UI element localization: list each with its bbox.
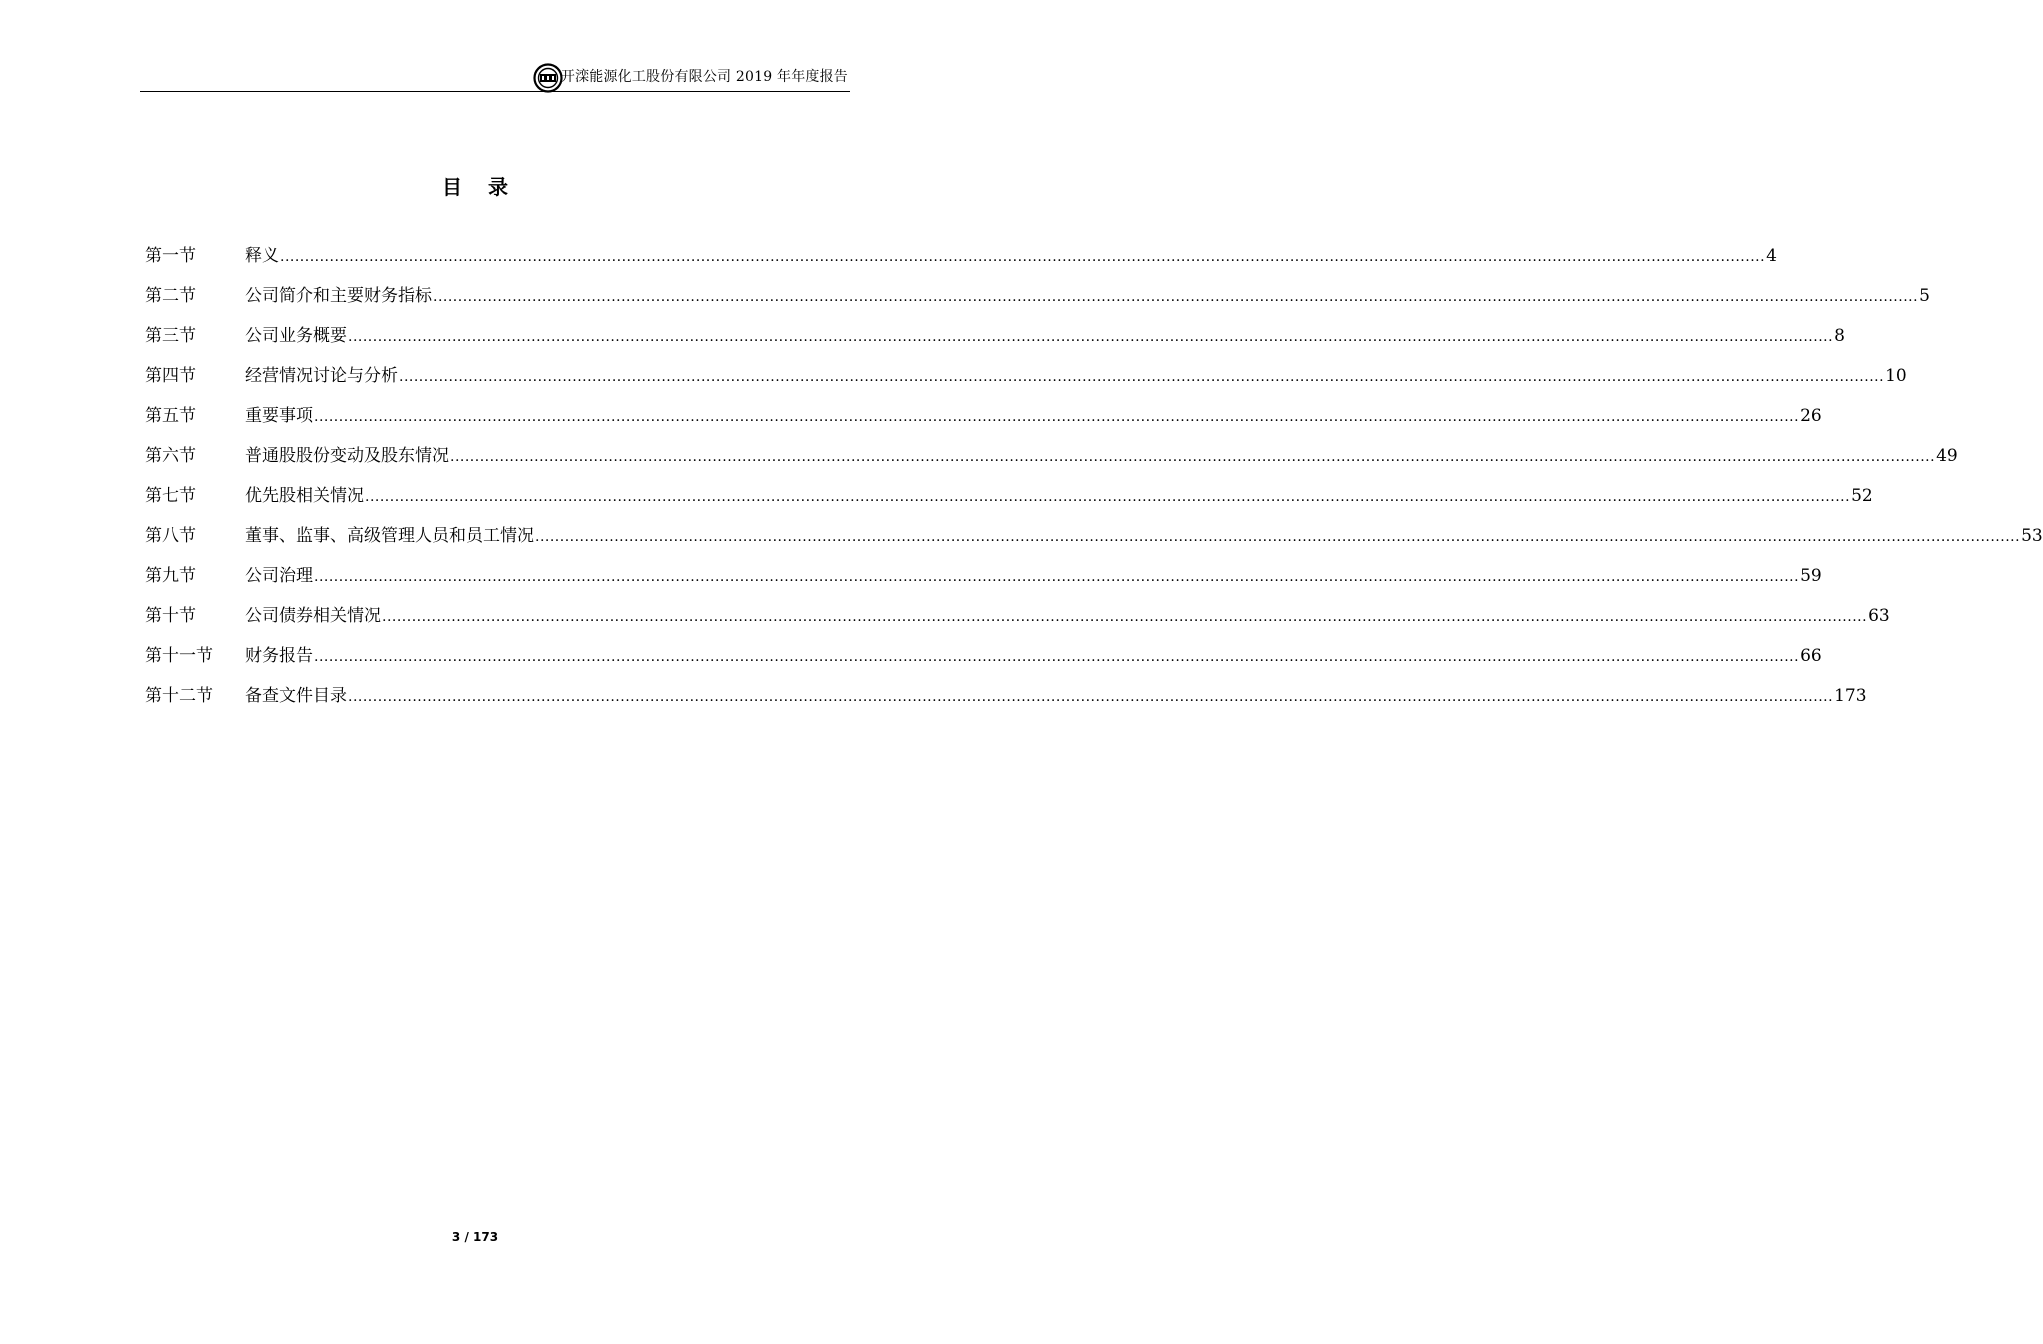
toc-leader-dots: ............................................................................................................................................................................................................................................................................................................ <box>348 329 1834 345</box>
toc-section-number: 第二节 <box>145 286 196 306</box>
toc-entry[interactable] <box>145 245 1777 285</box>
toc-page-number: 66 <box>1800 646 1822 666</box>
toc-section-title: 公司业务概要 <box>245 326 347 346</box>
toc-page-number: 4 <box>1766 246 1777 266</box>
toc-leader-dots: ............................................................................................................................................................................................................................................................................................................ <box>382 609 1868 625</box>
toc-leader-dots: ............................................................................................................................................................................................................................................................................................................ <box>399 369 1885 385</box>
toc-page-number: 63 <box>1868 606 1890 626</box>
toc-page-number: 52 <box>1851 486 1873 506</box>
toc-section-number: 第九节 <box>145 566 196 586</box>
toc-section-number: 第十二节 <box>145 686 213 706</box>
toc-leader-dots: ............................................................................................................................................................................................................................................................................................................ <box>365 489 1851 505</box>
toc-leader-dots: ............................................................................................................................................................................................................................................................................................................ <box>535 529 2021 545</box>
toc-section-title: 公司债券相关情况 <box>245 606 381 626</box>
toc-section-title: 优先股相关情况 <box>245 486 364 506</box>
toc-title-char-2: 录 <box>488 175 508 199</box>
toc-section-title: 公司治理 <box>245 566 313 586</box>
toc-leader-dots: ............................................................................................................................................................................................................................................................................................................ <box>280 249 1766 265</box>
toc-page-number: 8 <box>1834 326 1845 346</box>
toc-section-number: 第七节 <box>145 486 196 506</box>
toc-entry[interactable] <box>145 485 1873 525</box>
toc-section-title: 释义 <box>245 246 279 266</box>
toc-section-title: 普通股股份变动及股东情况 <box>245 446 449 466</box>
toc-leader-dots: ............................................................................................................................................................................................................................................................................................................ <box>348 689 1834 705</box>
toc-leader-dots: ............................................................................................................................................................................................................................................................................................................ <box>314 409 1800 425</box>
toc-section-title: 公司简介和主要财务指标 <box>245 286 432 306</box>
toc-section-number: 第四节 <box>145 366 196 386</box>
toc-section-number: 第八节 <box>145 526 196 546</box>
header-report-title: 开滦能源化工股份有限公司 2019 年年度报告 <box>560 69 848 85</box>
toc-entry[interactable] <box>145 525 2043 565</box>
toc-leader-dots: ............................................................................................................................................................................................................................................................................................................ <box>433 289 1919 305</box>
toc-entry[interactable] <box>145 405 1822 445</box>
toc-page-number: 53 <box>2021 526 2043 546</box>
toc-leader-dots: ............................................................................................................................................................................................................................................................................................................ <box>450 449 1936 465</box>
toc-section-number: 第十一节 <box>145 646 213 666</box>
toc-entry[interactable] <box>145 685 1867 725</box>
toc-entry[interactable] <box>145 565 1822 605</box>
toc-page-number: 59 <box>1800 566 1822 586</box>
toc-page-number: 5 <box>1919 286 1930 306</box>
toc-entry[interactable] <box>145 445 1958 485</box>
toc-section-number: 第五节 <box>145 406 196 426</box>
toc-section-title: 经营情况讨论与分析 <box>245 366 398 386</box>
toc-page-number: 10 <box>1885 366 1907 386</box>
toc-title-char-1: 目 <box>442 175 462 199</box>
toc-leader-dots: ............................................................................................................................................................................................................................................................................................................ <box>314 649 1800 665</box>
page-number: 3 / 173 <box>451 1230 499 1244</box>
toc-section-number: 第三节 <box>145 326 196 346</box>
toc-section-number: 第一节 <box>145 246 196 266</box>
toc-entry[interactable] <box>145 605 1890 645</box>
toc-section-number: 第六节 <box>145 446 196 466</box>
toc-page-number: 26 <box>1800 406 1822 426</box>
toc-section-title: 财务报告 <box>245 646 313 666</box>
toc-page-number: 173 <box>1834 686 1867 706</box>
table-of-contents <box>145 245 2043 725</box>
toc-page-number: 49 <box>1936 446 1958 466</box>
toc-entry[interactable] <box>145 365 1907 405</box>
header-rule <box>140 91 850 92</box>
toc-section-title: 董事、监事、高级管理人员和员工情况 <box>245 526 534 546</box>
toc-section-title: 备查文件目录 <box>245 686 347 706</box>
toc-leader-dots: ............................................................................................................................................................................................................................................................................................................ <box>314 569 1800 585</box>
company-logo-icon <box>533 63 563 93</box>
toc-section-number: 第十节 <box>145 606 196 626</box>
toc-entry[interactable] <box>145 325 1845 365</box>
toc-entry[interactable] <box>145 285 1930 325</box>
toc-section-title: 重要事项 <box>245 406 313 426</box>
toc-title <box>0 174 950 200</box>
toc-entry[interactable] <box>145 645 1822 685</box>
page-header <box>140 62 850 92</box>
